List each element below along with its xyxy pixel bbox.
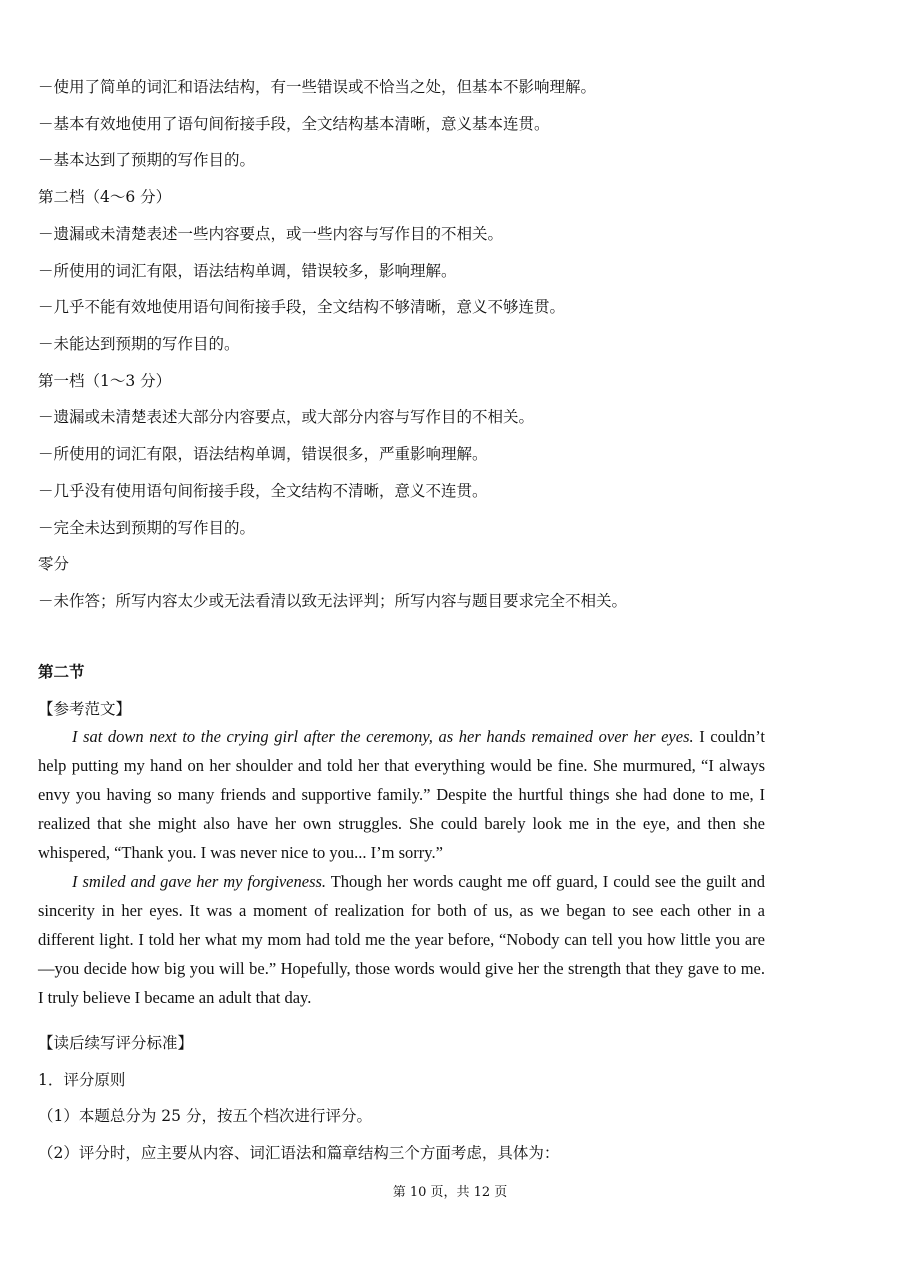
criteria-line: －所使用的词汇有限，语法结构单调，错误很多，严重影响理解。: [38, 445, 488, 463]
criteria-line: －遗漏或未清楚表述一些内容要点，或一些内容与写作目的不相关。: [38, 225, 504, 243]
criteria-line: －几乎没有使用语句间衔接手段，全文结构不清晰，意义不连贯。: [38, 482, 488, 500]
sample-essay: [38, 722, 765, 1012]
criteria-line: －未作答；所写内容太少或无法看清以致无法评判；所写内容与题目要求完全不相关。: [38, 592, 628, 610]
criteria-line: －完全未达到预期的写作目的。: [38, 519, 256, 537]
criteria-item: 1．评分原则: [38, 1071, 126, 1089]
section-title: 第二节: [38, 662, 85, 681]
criteria-line: －遗漏或未清楚表述大部分内容要点，或大部分内容与写作目的不相关。: [38, 408, 535, 426]
criteria-item: （1）本题总分为 25 分，按五个档次进行评分。: [38, 1107, 372, 1125]
page-number: 第 10 页，共 12 页: [392, 1185, 508, 1200]
criteria-line: －几乎不能有效地使用语句间衔接手段，全文结构不够清晰，意义不够连贯。: [38, 298, 566, 316]
criteria-item: （2）评分时，应主要从内容、词汇语法和篇章结构三个方面考虑，具体为：: [38, 1144, 560, 1162]
criteria-line: －基本有效地使用了语句间衔接手段，全文结构基本清晰，意义基本连贯。: [38, 115, 550, 133]
criteria-line: －未能达到预期的写作目的。: [38, 335, 240, 353]
essay-paragraph-2-body: Though her words caught me off guard, I could see the guilt and sincerity in her eyes. It was a moment of realization for both of us, as we began to see each other in a different light. I told her what my mom had told me the year before, “Nobody can tell you how little you are—you decide how big you will be.” Hopefully, those words would give her the strength that they gave to me. I truly believe I became an adult that day.: [38, 872, 765, 1007]
grade-heading: 第二档（4～6 分）: [38, 188, 172, 206]
criteria-title: 【读后续写评分标准】: [38, 1034, 194, 1052]
essay-paragraph-1-body: I couldn’t help putting my hand on her shoulder and told her that everything would be fine. She murmured, “I always envy you having so many friends and supportive family.” Despite the hurtful things she had done to me, I realized that she might also have her own struggles. She could barely look me in the eye, and then she whispered, “Thank you. I was never nice to you... I’m sorry.”: [38, 727, 765, 862]
sample-essay-label: 【参考范文】: [38, 700, 132, 718]
essay-paragraph-2: [38, 867, 765, 1012]
criteria-line: －所使用的词汇有限，语法结构单调，错误较多，影响理解。: [38, 262, 457, 280]
grade-heading: 零分: [38, 555, 70, 573]
criteria-line: －使用了简单的词汇和语法结构，有一些错误或不恰当之处，但基本不影响理解。: [38, 78, 597, 96]
essay-paragraph-2-lead: I smiled and gave her my forgiveness.: [72, 872, 327, 891]
essay-paragraph-1: [38, 722, 765, 867]
essay-paragraph-1-lead: I sat down next to the crying girl after the ceremony, as her hands remained over her eyes.: [72, 727, 694, 746]
grade-heading: 第一档（1～3 分）: [38, 372, 172, 390]
criteria-line: －基本达到了预期的写作目的。: [38, 151, 256, 169]
